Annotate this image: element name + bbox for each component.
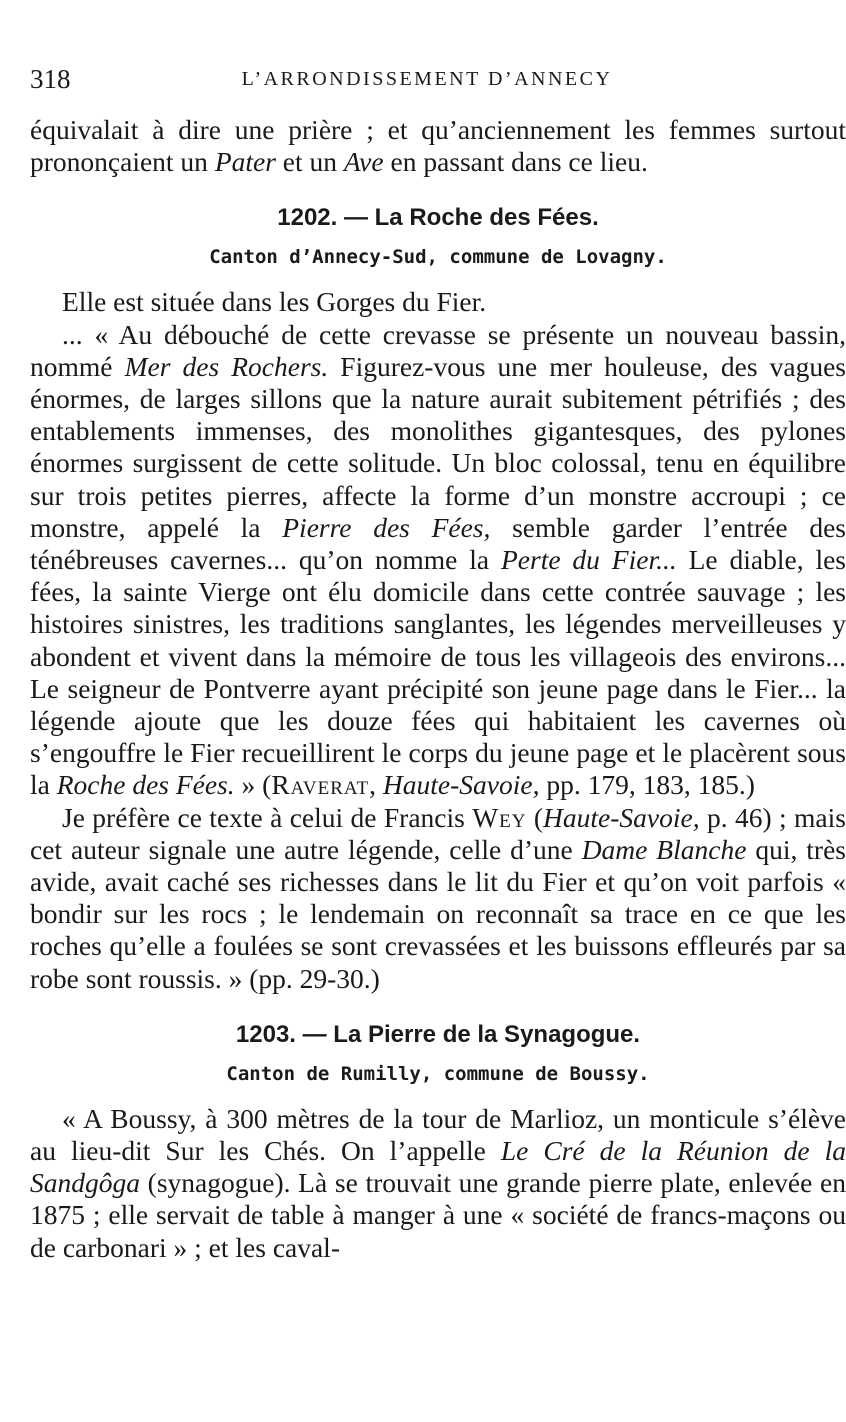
author-name: Raverat	[271, 769, 370, 801]
italic-run: Pater	[214, 146, 276, 178]
paragraph	[30, 319, 846, 802]
text-run: Je préfère ce texte à celui de Francis	[62, 801, 473, 833]
section-title-1202: 1202. — La Roche des Fées.	[277, 204, 599, 232]
paragraph: Elle est située dans les Gorges du Fier.	[62, 286, 487, 318]
text-run: « A Boussy, à 300 mètres de la tour de Marlioz, un monticule s’élève au lieu-dit Sur les Chés. On l’appelle	[30, 1102, 846, 1167]
continuation-paragraph	[30, 114, 846, 178]
text-run: semble garder l’entrée des ténébreuses cavernes... qu’on nomme la	[30, 511, 846, 576]
section-subtitle-1203: Canton de Rumilly, commune de Boussy.	[226, 1062, 650, 1085]
text-run: (	[526, 801, 544, 833]
italic-run: Dame Blanche	[581, 833, 747, 865]
text-run: pp. 179, 183, 185.)	[539, 769, 755, 801]
italic-run: Perte du Fier...	[500, 544, 677, 576]
running-head	[30, 60, 824, 100]
italic-run: Haute-Savoie,	[543, 801, 700, 833]
text-run: et un	[275, 146, 344, 178]
paragraph	[30, 1103, 846, 1264]
page-number: 318	[30, 64, 71, 94]
text-run: Le diable, les fées, la sainte Vierge ont élu domicile dans cette contrée sauvage ; les histoires sinistres, les traditions sanglantes, les légendes merveilleuses y abondent et vivent dans la mémoire de tous les villageois des environs... Le seigneur de Pontverre ayant précipité son jeune page dans le Fier... la légende ajoute que les douze fées qui habitaient les cavernes où s’engouffre le Fier recueillirent le corps du jeune page et le placèrent sous la	[30, 544, 846, 801]
text-run: en passant dans ce lieu.	[383, 146, 648, 178]
text-run: équivalait à dire une prière ; et qu’anciennement les femmes surtout prononçaient un	[30, 114, 846, 178]
text-run: » (	[234, 769, 272, 801]
text-run: Figurez-vous une mer houleuse, des vagues énormes, de larges sillons que la nature aurait subitement pétrifiés ; des entablements immenses, des monolithes gigantesques, des pylones énormes surgissent de cette solitude. Un bloc colossal, tenu en équilibre sur trois petites pierres, affecte la forme d’un monstre accroupi ; ce monstre, appelé la	[30, 350, 846, 543]
italic-run: Pierre des Fées,	[282, 511, 491, 543]
body-text	[30, 114, 846, 1264]
author-name: Wey	[472, 801, 527, 833]
text-run: p. 46) ; mais cet auteur signale une autre légende, celle d’une	[30, 801, 846, 865]
section-title-1203: 1203. — La Pierre de la Synagogue.	[235, 1020, 641, 1048]
text-run: ... « Au débouché de cette crevasse se présente un nouveau bassin, nommé	[30, 318, 846, 382]
section-subtitle-1202: Canton d’Annecy-Sud, commune de Lovagny.	[209, 246, 667, 269]
running-title: L’ARRONDISSEMENT D’ANNECY	[241, 68, 613, 90]
paragraph	[30, 802, 846, 995]
text-run: ,	[369, 769, 383, 801]
text-run: qui, très avide, avait caché ses richesses dans le lit du Fier et qu’on voit parfois « bondir sur les rocs ; le lendemain on reconnaît sa trace en ce que les roches qu’elle a foulées se sont crevassées et les buissons effleurés par sa robe sont roussis. » (pp. 29-30.)	[30, 833, 846, 994]
italic-run: Haute-Savoie,	[382, 769, 540, 801]
italic-run: Mer des Rochers.	[124, 350, 329, 382]
italic-run: Ave	[343, 146, 384, 178]
text-run: (synagogue). Là se trouvait une grande pierre plate, enlevée en 1875 ; elle servait de table à manger à une « société de francs-maçons ou de carbonari » ; et les caval-	[30, 1167, 846, 1263]
italic-run: Roche des Fées.	[56, 769, 235, 801]
italic-run: Le Cré de la Réunion de la Sandgôga	[30, 1135, 846, 1199]
